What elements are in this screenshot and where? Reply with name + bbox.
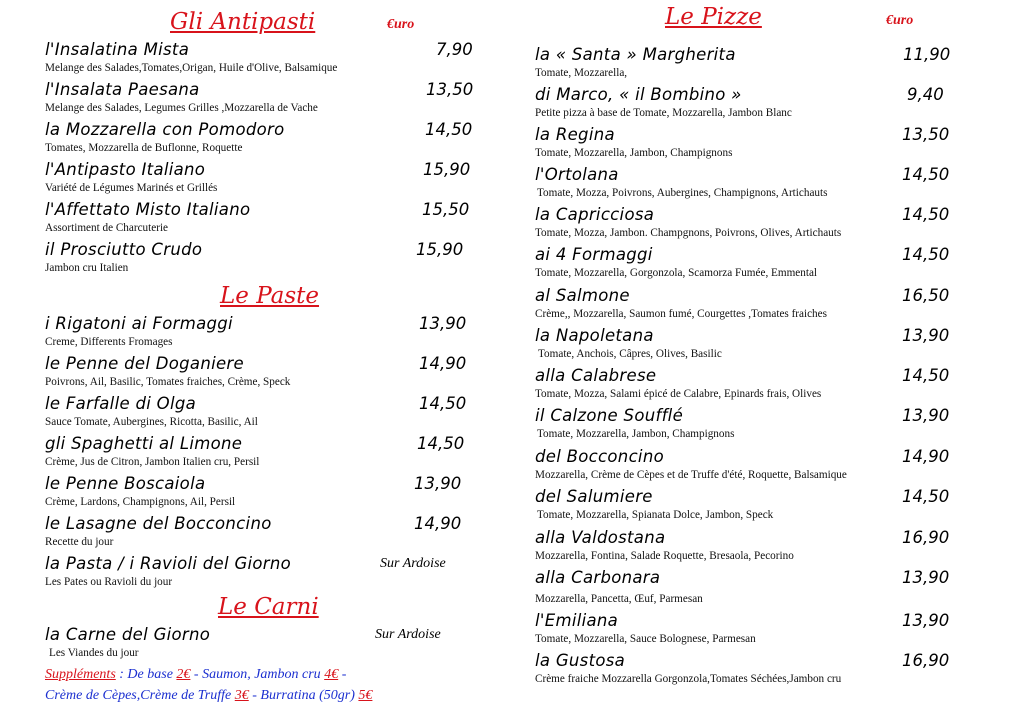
item-price: 11,90: [903, 45, 951, 64]
item-description: Tomate, Mozza, Salami épicé de Calabre, Epinards frais, Olives: [535, 388, 822, 400]
item-price: 14,90: [419, 354, 467, 373]
item-price: 13,50: [426, 80, 474, 99]
item-name: le Lasagne del Bocconcino: [45, 514, 272, 533]
supplement-price: 3€: [234, 688, 249, 703]
supplements-label: Suppléments: [45, 667, 116, 682]
item-description: Mozzarella, Fontina, Salade Roquette, Bresaola, Pecorino: [535, 550, 794, 562]
item-name: alla Valdostana: [535, 528, 666, 547]
item-description: Recette du jour: [45, 536, 114, 548]
item-name: la Napoletana: [535, 326, 654, 345]
item-name: l'Emiliana: [535, 611, 619, 630]
item-name: la « Santa » Margherita: [535, 45, 736, 64]
item-description: Tomate, Mozzarella, Gorgonzola, Scamorza Fumée, Emmental: [535, 267, 818, 279]
item-name: l'Antipasto Italiano: [45, 160, 206, 179]
item-name: le Penne Boscaiola: [45, 474, 206, 493]
item-name: la Gustosa: [535, 651, 626, 670]
item-price: 14,50: [425, 120, 473, 139]
item-price: 15,90: [416, 240, 464, 259]
item-price: 15,90: [423, 160, 471, 179]
item-description: Les Pates ou Ravioli du jour: [45, 576, 173, 588]
item-name: il Calzone Soufflé: [535, 406, 684, 425]
item-name: al Salmone: [535, 286, 630, 305]
currency-label: €uro: [387, 17, 415, 32]
item-price: 14,50: [902, 165, 950, 184]
supplements-text: Crème de Cèpes,Crème de Truffe: [45, 688, 235, 703]
item-description: Tomate, Mozza, Jambon. Champgnons, Poivrons, Olives, Artichauts: [535, 227, 842, 239]
item-price: 13,90: [902, 406, 950, 425]
item-price: 13,90: [419, 314, 467, 333]
item-name: del Salumiere: [535, 487, 653, 506]
supplements-line-1: [45, 667, 346, 683]
supplement-price: 2€: [176, 667, 191, 682]
item-price: 13,90: [902, 568, 950, 587]
item-price: 9,40: [907, 85, 944, 104]
item-price: 14,90: [414, 514, 462, 533]
item-description: Tomates, Mozzarella de Buflonne, Roquette: [45, 142, 243, 154]
item-description: Tomate, Mozzarella, Jambon, Champignons: [537, 428, 735, 440]
item-price: 14,90: [902, 447, 950, 466]
item-description: Creme, Differents Fromages: [45, 336, 173, 348]
item-name: ai 4 Formaggi: [535, 245, 653, 264]
item-name: le Farfalle di Olga: [45, 394, 197, 413]
item-price: 13,90: [414, 474, 462, 493]
item-description: Crème,, Mozzarella, Saumon fumé, Courgettes ,Tomates fraiches: [535, 308, 827, 320]
carni-title: Le Carni: [218, 594, 319, 620]
item-description: Crème fraiche Mozzarella Gorgonzola,Tomates Séchées,Jambon cru: [535, 673, 842, 685]
item-description: Tomate, Mozzarella, Spianata Dolce, Jambon, Speck: [537, 509, 774, 521]
item-name: gli Spaghetti al Limone: [45, 434, 243, 453]
item-price: 16,90: [902, 651, 950, 670]
paste-title: Le Paste: [220, 283, 320, 309]
item-description: Assortiment de Charcuterie: [45, 222, 169, 234]
supplements-line-2: [45, 688, 372, 704]
item-price: 14,50: [419, 394, 467, 413]
item-name: di Marco, « il Bombino »: [535, 85, 742, 104]
item-price: 13,50: [902, 125, 950, 144]
item-description: Poivrons, Ail, Basilic, Tomates fraiches, Crème, Speck: [45, 376, 291, 388]
item-name: alla Calabrese: [535, 366, 657, 385]
item-description: Petite pizza à base de Tomate, Mozzarella, Jambon Blanc: [535, 107, 792, 119]
item-description: Crème, Lardons, Champignons, Ail, Persil: [45, 496, 236, 508]
item-price: Sur Ardoise: [375, 627, 441, 642]
item-description: Variété de Légumes Marinés et Grillés: [45, 182, 218, 194]
currency-label: €uro: [886, 13, 914, 28]
item-name: l'Insalata Paesana: [45, 80, 200, 99]
item-description: Melange des Salades, Legumes Grilles ,Mozzarella de Vache: [45, 102, 318, 114]
supplements-text: -: [338, 667, 347, 682]
item-name: l'Insalatina Mista: [45, 40, 190, 59]
item-price: 14,50: [417, 434, 465, 453]
item-name: alla Carbonara: [535, 568, 661, 587]
item-price: 14,50: [902, 366, 950, 385]
item-description: Crème, Jus de Citron, Jambon Italien cru, Persil: [45, 456, 260, 468]
item-name: i Rigatoni ai Formaggi: [45, 314, 233, 333]
item-description: Mozzarella, Crème de Cèpes et de Truffe d'été, Roquette, Balsamique: [535, 469, 847, 481]
pizze-title: Le Pizze: [665, 4, 762, 30]
item-description: Sauce Tomate, Aubergines, Ricotta, Basilic, Ail: [45, 416, 258, 428]
item-name: l'Affettato Misto Italiano: [45, 200, 251, 219]
item-price: 14,50: [902, 205, 950, 224]
item-description: Melange des Salades,Tomates,Origan, Huile d'Olive, Balsamique: [45, 62, 338, 74]
item-name: il Prosciutto Crudo: [45, 240, 203, 259]
item-name: la Regina: [535, 125, 615, 144]
item-price: 14,50: [902, 487, 950, 506]
item-price: Sur Ardoise: [380, 556, 446, 571]
item-name: del Bocconcino: [535, 447, 664, 466]
item-name: l'Ortolana: [535, 165, 619, 184]
item-price: 15,50: [422, 200, 470, 219]
supplement-price: 5€: [358, 688, 373, 703]
item-description: Jambon cru Italien: [45, 262, 129, 274]
item-name: la Capricciosa: [535, 205, 655, 224]
item-description: Tomate, Mozzarella, Sauce Bolognese, Parmesan: [535, 633, 756, 645]
item-name: la Mozzarella con Pomodoro: [45, 120, 285, 139]
antipasti-title: Gli Antipasti: [170, 9, 316, 35]
supplements-text: - Saumon, Jambon cru: [190, 667, 325, 682]
item-price: 13,90: [902, 326, 950, 345]
item-name: la Carne del Giorno: [45, 625, 211, 644]
item-description: Tomate, Mozzarella, Jambon, Champignons: [535, 147, 733, 159]
item-description: Tomate, Mozzarella,: [535, 67, 628, 79]
item-name: la Pasta / i Ravioli del Giorno: [45, 554, 292, 573]
supplements-text: : De base: [115, 667, 177, 682]
item-price: 7,90: [436, 40, 473, 59]
item-price: 13,90: [902, 611, 950, 630]
item-name: le Penne del Doganiere: [45, 354, 244, 373]
item-price: 16,50: [902, 286, 950, 305]
item-price: 14,50: [902, 245, 950, 264]
item-price: 16,90: [902, 528, 950, 547]
item-description: Les Viandes du jour: [49, 647, 139, 659]
item-description: Tomate, Anchois, Câpres, Olives, Basilic: [538, 348, 722, 360]
item-description: Mozzarella, Pancetta, Œuf, Parmesan: [535, 593, 703, 605]
item-description: Tomate, Mozza, Poivrons, Aubergines, Champignons, Artichauts: [537, 187, 828, 199]
supplement-price: 4€: [324, 667, 339, 682]
supplements-text: - Burratina (50gr): [248, 688, 359, 703]
